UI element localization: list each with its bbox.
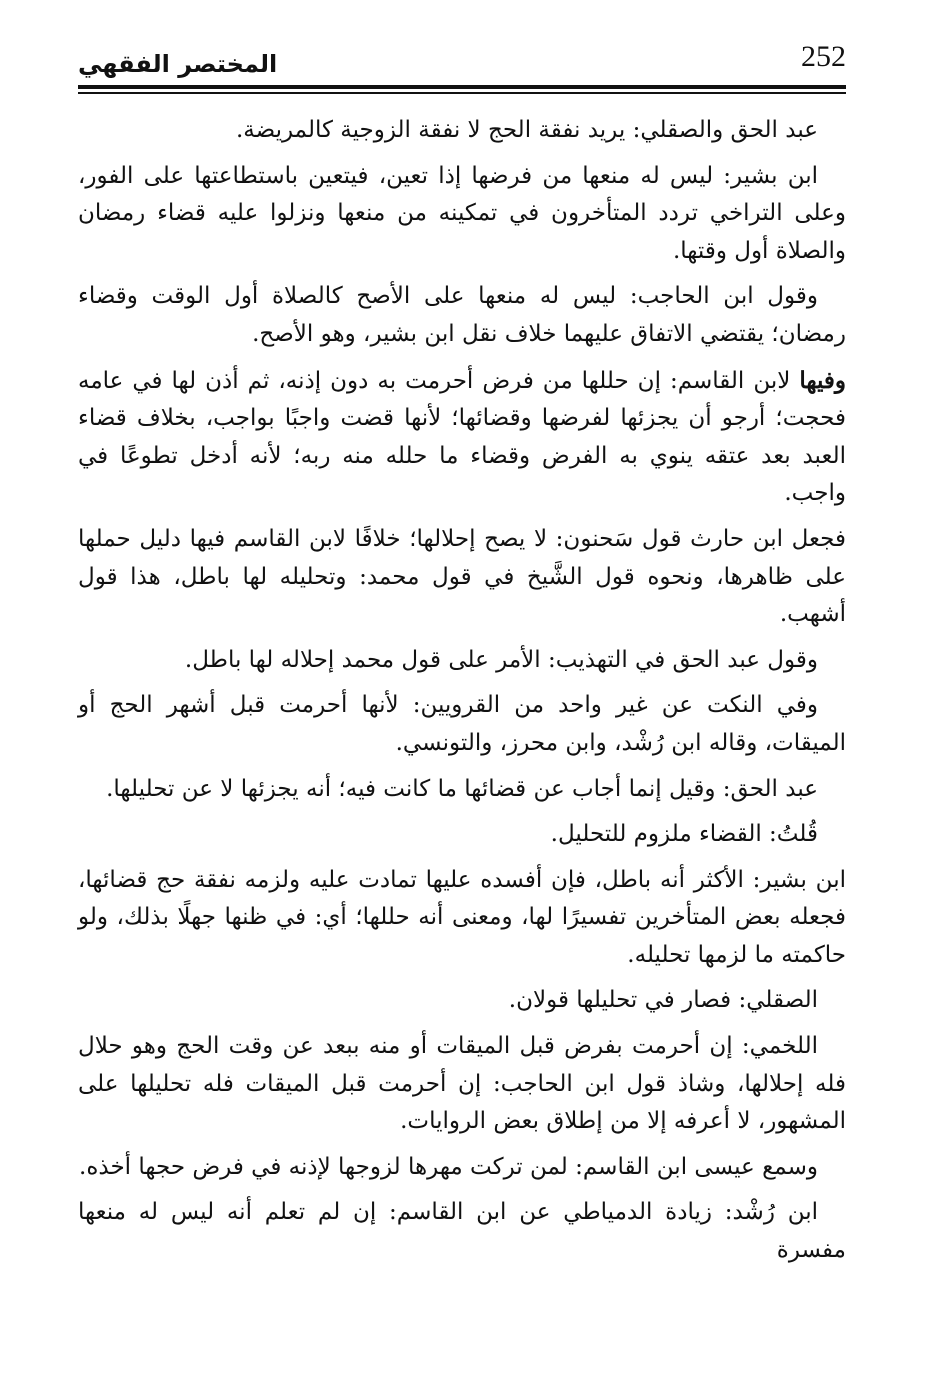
paragraph: قُلتُ: القضاء ملزوم للتحليل.: [550, 821, 818, 848]
header-rule-thick: [78, 85, 846, 89]
paragraph: [78, 362, 846, 513]
book-title: المختصر الفقهي: [78, 50, 278, 78]
paragraph-text: لابن القاسم: إن حللها من فرض أحرمت به دون إذنه، ثم أذن لها في عامه فحجت؛ أرجو أن يجزئها لفرضها وقضائها؛ لأنها قضت واجبًا بواجب، بخلاف قضاء العبد بعد عتقه ينوي به الفرض وقضاء ما حلله منه ربه؛ لأنه أدخل تطوعًا في واجب.: [78, 367, 846, 507]
paragraph: ابن رُشْد: زيادة الدمياطي عن ابن القاسم: إن لم تعلم أنه ليس له منعها مفسرة: [78, 1199, 846, 1264]
paragraph: اللخمي: إن أحرمت بفرض قبل الميقات أو منه ببعد عن وقت الحج وهو حلال فله إحلالها، وشاذ قول ابن الحاجب: إن أحرمت قبل الميقات فله تحليلها على المشهور، لا أعرفه إلا من إطلاق بعض الروايات.: [78, 1033, 846, 1135]
paragraph: وسمع عيسى ابن القاسم: لمن تركت مهرها لزوجها لإذنه في فرض حجها أخذه.: [79, 1153, 818, 1180]
paragraph: وقول ابن الحاجب: ليس له منعها على الأصح كالصلاة أول الوقت وقضاء رمضان؛ يقتضي الاتفاق عليهما خلاف نقل ابن بشير، وهو الأصح.: [78, 283, 846, 347]
paragraph: ابن بشير: ليس له منعها من فرضها إذا تعين، فيتعين باستطاعتها على الفور، وعلى التراخي تردد المتأخرون في تمكينه من منعها ونزلوا عليه قضاء رمضان والصلاة أول وقتها.: [78, 162, 846, 264]
paragraph: ابن بشير: الأكثر أنه باطل، فإن أفسده عليها تمادت عليه ولزمه نفقة حج قضائها، فجعله بعض المتأخرين تفسيرًا لها، ومعنى أنه حللها؛ أي: في ظنها جهلًا بذلك، ولو حاكمته ما لزمها تحليله.: [78, 866, 846, 968]
page-number: 252: [801, 40, 846, 73]
paragraph: عبد الحق والصقلي: يريد نفقة الحج لا نفقة الزوجية كالمريضة.: [236, 117, 818, 143]
paragraph: وفي النكت عن غير واحد من القرويين: لأنها أحرمت قبل أشهر الحج أو الميقات، وقاله ابن رُشْد، وابن محرز، والتونسي.: [78, 692, 846, 756]
keyword: وفيها: [799, 366, 846, 394]
paragraph: وقول عبد الحق في التهذيب: الأمر على قول محمد إحلاله لها باطل.: [184, 646, 818, 673]
header-rule-thin: [78, 92, 846, 94]
paragraph: الصقلي: فصار في تحليلها قولان.: [508, 987, 818, 1014]
paragraph: فجعل ابن حارث قول سَحنون: لا يصح إحلالها؛ خلافًا لابن القاسم فيها دليل حملها على ظاهرها، ونحوه قول الشَّيخ في قول محمد: وتحليله لها باطل، هذا قول أشهب.: [78, 525, 846, 628]
paragraph: عبد الحق: وقيل إنما أجاب عن قضائها ما كانت فيه؛ أنه يجزئها لا عن تحليلها.: [106, 775, 818, 802]
page-body: [78, 112, 846, 1270]
page-header: [78, 36, 846, 92]
